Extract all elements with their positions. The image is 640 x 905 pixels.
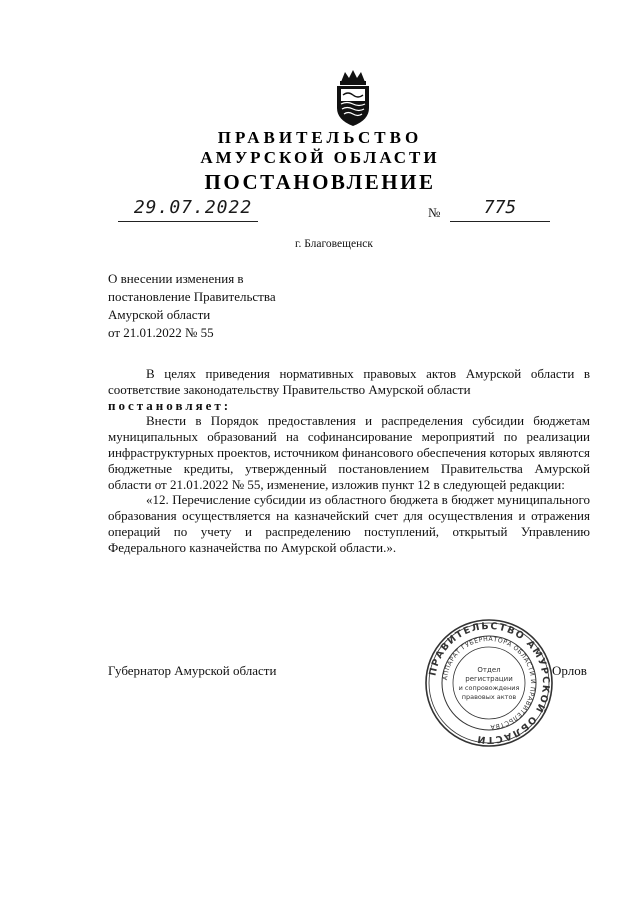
document-number: 775	[483, 197, 517, 218]
city-name: г. Благовещенск	[295, 238, 373, 250]
subject-line: постановление Правительства	[108, 289, 276, 304]
date-underline	[118, 221, 258, 222]
coat-of-arms-icon	[331, 68, 375, 128]
intro-paragraph: В целях приведения нормативных правовых актов Амурской области в соответствие законодательству Правительство Амурской области	[108, 366, 590, 397]
subject-line: от 21.01.2022 № 55	[108, 325, 214, 340]
document-date: 29.07.2022	[133, 197, 253, 218]
resolves-word: постановляет:	[108, 397, 232, 413]
government-name-line1: ПРАВИТЕЛЬСТВО	[217, 128, 423, 147]
signatory-title: Губернатор Амурской области	[108, 663, 277, 678]
official-stamp-icon	[424, 618, 554, 748]
stamp-center-line: Отдел	[477, 666, 501, 674]
document-subject	[108, 270, 276, 342]
stamp-center-line: регистрации	[465, 675, 513, 683]
document-type-title: ПОСТАНОВЛЕНИЕ	[204, 170, 436, 194]
subject-line: О внесении изменения в	[108, 271, 244, 286]
point-paragraph: Внести в Порядок предоставления и распределения субсидии бюджетам муниципальных образований на софинансирование мероприятий по реализации инфраструктурных проектов, источником финансового обеспечения которых являются бюджетные кредиты, утвержденный постановлением Правительства Амурской области от 21.01.2022 № 55, изменение, изложив пункт 12 в следующей редакции:	[108, 413, 590, 492]
subject-line: Амурской области	[108, 307, 211, 322]
signatory-surname: Орлов	[552, 663, 587, 678]
number-underline	[450, 221, 550, 222]
quote-paragraph: «12. Перечисление субсидии из областного бюджета в бюджет муниципального образования осуществляется на казначейский счет для осуществления и отражения операций по учету и распределению поступлений, открытый Управлению Федерального казначейства по Амурской области.».	[108, 492, 590, 555]
number-sign: №	[428, 205, 441, 220]
stamp-outer-text: ПРАВИТЕЛЬСТВО АМУРСКОЙ ОБЛАСТИ	[427, 620, 552, 746]
document-body	[108, 366, 590, 556]
government-name-line2: АМУРСКОЙ ОБЛАСТИ	[200, 148, 440, 167]
stamp-inner-text: АППАРАТ ГУБЕРНАТОРА ОБЛАСТИ И ПРАВИТЕЛЬСТВА	[442, 635, 537, 731]
stamp-center-line: и сопровождения	[458, 684, 520, 692]
stamp-center-line: правовых актов	[461, 693, 517, 701]
